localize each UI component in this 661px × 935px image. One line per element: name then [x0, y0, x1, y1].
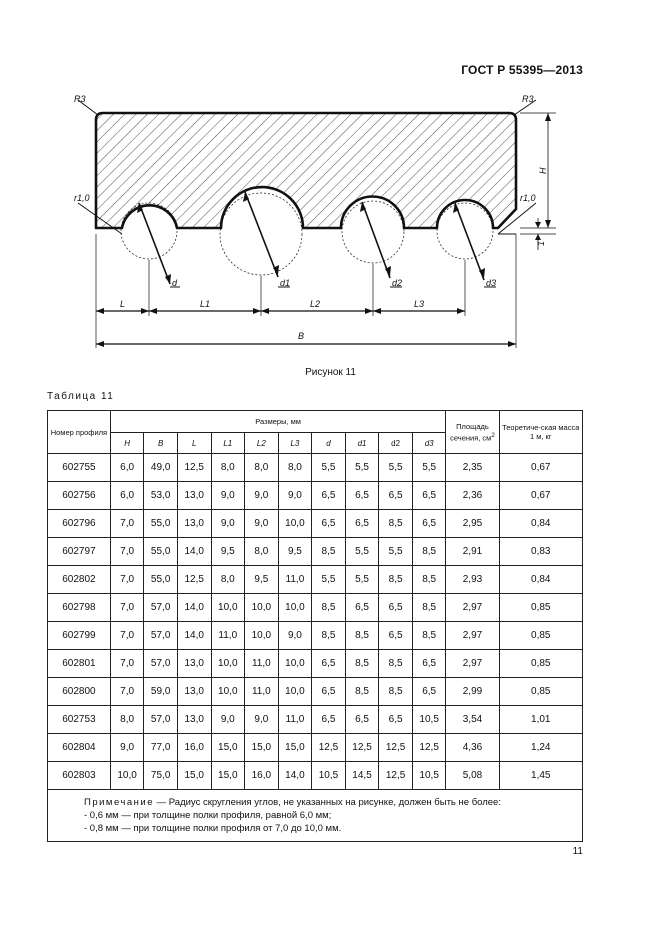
label-d2: d2 [392, 278, 403, 288]
table-cell: 2,97 [446, 594, 499, 622]
table-cell: 13,0 [177, 650, 211, 678]
table-cell: 8,5 [312, 594, 346, 622]
figure-caption: Рисунок 11 [305, 367, 356, 378]
table-cell: 55,0 [144, 566, 178, 594]
table-cell: 602802 [48, 566, 111, 594]
subheader-d: d [312, 433, 346, 454]
table-cell: 0,67 [499, 482, 583, 510]
table-cell: 10,0 [211, 650, 245, 678]
table-note [48, 790, 583, 842]
page-number: 11 [572, 846, 583, 857]
label-d: d [172, 278, 178, 288]
profile-drawing [60, 88, 580, 363]
table-cell: 10,5 [412, 762, 446, 790]
table-cell: 57,0 [144, 706, 178, 734]
table-cell: 5,5 [379, 538, 413, 566]
table-cell: 602804 [48, 734, 111, 762]
table-cell: 7,0 [110, 510, 144, 538]
table-cell: 10,5 [312, 762, 346, 790]
table-cell: 602803 [48, 762, 111, 790]
note-text: — Радиус скругления углов, не указанных на рисунке, должен быть не более: [154, 797, 501, 808]
table-cell: 12,5 [412, 734, 446, 762]
table-cell: 602801 [48, 650, 111, 678]
table-cell: 9,0 [110, 734, 144, 762]
table-cell: 55,0 [144, 510, 178, 538]
table-cell: 6,5 [312, 706, 346, 734]
table-cell: 6,5 [345, 594, 379, 622]
table-cell: 6,5 [379, 622, 413, 650]
table-cell: 1,01 [499, 706, 583, 734]
table-row [48, 762, 583, 790]
table-row [48, 706, 583, 734]
table-cell: 13,0 [177, 482, 211, 510]
label-b: B [298, 331, 305, 341]
table-cell: 14,0 [177, 622, 211, 650]
table-cell: 6,5 [345, 482, 379, 510]
table-cell: 9,0 [211, 706, 245, 734]
table-cell: 9,0 [245, 706, 279, 734]
subheader-d2: d2 [379, 433, 413, 454]
table-cell: 49,0 [144, 454, 178, 482]
table-cell: 15,0 [278, 734, 312, 762]
table-cell: 6,5 [312, 482, 346, 510]
table-cell: 13,0 [177, 510, 211, 538]
table-cell: 3,54 [446, 706, 499, 734]
table-cell: 10,0 [211, 678, 245, 706]
table-cell: 16,0 [177, 734, 211, 762]
label-r1-right: r1,0 [520, 193, 536, 203]
table-cell: 0,83 [499, 538, 583, 566]
table-cell: 0,85 [499, 678, 583, 706]
table-cell: 8,5 [345, 650, 379, 678]
table-cell: 55,0 [144, 538, 178, 566]
table-cell: 8,5 [412, 538, 446, 566]
label-one: 1 [536, 240, 546, 246]
table-cell: 10,0 [245, 622, 279, 650]
table-cell: 9,5 [278, 538, 312, 566]
table-cell: 6,5 [312, 650, 346, 678]
table-cell: 15,0 [211, 762, 245, 790]
table-cell: 10,5 [412, 706, 446, 734]
table-cell: 6,5 [379, 594, 413, 622]
table-cell: 15,0 [211, 734, 245, 762]
table-cell: 57,0 [144, 622, 178, 650]
table-cell: 8,0 [211, 454, 245, 482]
table-cell: 5,5 [412, 454, 446, 482]
table-cell: 6,5 [345, 706, 379, 734]
table-cell: 6,0 [110, 454, 144, 482]
table-cell: 2,93 [446, 566, 499, 594]
table-cell: 2,99 [446, 678, 499, 706]
table-cell: 10,0 [245, 594, 279, 622]
table-cell: 59,0 [144, 678, 178, 706]
table-cell: 10,0 [278, 594, 312, 622]
table-cell: 9,5 [211, 538, 245, 566]
table-row [48, 510, 583, 538]
table-cell: 8,5 [379, 510, 413, 538]
table-cell: 9,0 [245, 482, 279, 510]
table-cell: 11,0 [211, 622, 245, 650]
label-r3-right: R3 [522, 94, 534, 104]
table-cell: 6,5 [312, 678, 346, 706]
table-body [48, 454, 583, 842]
table-cell: 7,0 [110, 622, 144, 650]
table-cell: 1,24 [499, 734, 583, 762]
table-cell: 14,0 [278, 762, 312, 790]
profile-section [96, 113, 516, 228]
subheader-l3: L3 [278, 433, 312, 454]
header-area: Площадь сечения, $см^2$ [446, 411, 499, 454]
table-cell: 7,0 [110, 566, 144, 594]
table-cell: 5,5 [312, 454, 346, 482]
table-cell: 16,0 [245, 762, 279, 790]
table-cell: 11,0 [278, 706, 312, 734]
table-cell: 602799 [48, 622, 111, 650]
table-cell: 9,0 [211, 482, 245, 510]
note-label: Примечание [84, 797, 154, 808]
subheader-h: H [110, 433, 144, 454]
table-cell: 57,0 [144, 594, 178, 622]
table-row [48, 482, 583, 510]
table-row [48, 454, 583, 482]
table-cell: 6,5 [379, 706, 413, 734]
table-cell: 8,5 [379, 678, 413, 706]
subheader-d1: d1 [345, 433, 379, 454]
table-cell: 15,0 [245, 734, 279, 762]
table-cell: 12,5 [345, 734, 379, 762]
table-cell: 6,5 [412, 510, 446, 538]
table-cell: 7,0 [110, 650, 144, 678]
table-cell: 1,45 [499, 762, 583, 790]
table-cell: 7,0 [110, 594, 144, 622]
table-cell: 5,5 [379, 454, 413, 482]
table-cell: 8,0 [110, 706, 144, 734]
table-cell: 8,5 [379, 566, 413, 594]
table-cell: 12,5 [379, 762, 413, 790]
table-row [48, 734, 583, 762]
subheader-d3: d3 [412, 433, 446, 454]
table-cell: 8,5 [412, 594, 446, 622]
table-cell: 6,5 [312, 510, 346, 538]
table-cell: 12,5 [177, 454, 211, 482]
table-cell: 5,5 [345, 566, 379, 594]
table-row [48, 566, 583, 594]
table-row [48, 678, 583, 706]
table-cell: 4,36 [446, 734, 499, 762]
table-title: Таблица 11 [47, 391, 115, 402]
table-cell: 2,36 [446, 482, 499, 510]
table-cell: 8,5 [312, 538, 346, 566]
table-cell: 12,5 [379, 734, 413, 762]
table-cell: 602797 [48, 538, 111, 566]
profile-table [47, 410, 583, 842]
table-cell: 10,0 [211, 594, 245, 622]
table-cell: 0,85 [499, 622, 583, 650]
label-l2: L2 [310, 299, 321, 309]
table-cell: 9,0 [211, 510, 245, 538]
table-cell: 10,0 [110, 762, 144, 790]
note-line-2: - 0,8 мм — при толщине полки профиля от 7,0 до 10,0 мм. [84, 823, 342, 834]
document-header: ГОСТ Р 55395—2013 [461, 63, 583, 77]
table-cell: 14,5 [345, 762, 379, 790]
table-cell: 602798 [48, 594, 111, 622]
table-cell: 8,0 [245, 454, 279, 482]
table-cell: 2,97 [446, 622, 499, 650]
table-cell: 2,97 [446, 650, 499, 678]
table-cell: 8,5 [312, 622, 346, 650]
table-cell: 7,0 [110, 538, 144, 566]
table-cell: 14,0 [177, 594, 211, 622]
table-row [48, 622, 583, 650]
label-r3-left: R3 [74, 94, 86, 104]
table-cell: 2,95 [446, 510, 499, 538]
table-cell: 2,91 [446, 538, 499, 566]
table-cell: 9,0 [278, 482, 312, 510]
table-cell: 9,0 [245, 510, 279, 538]
table-cell: 57,0 [144, 650, 178, 678]
table-cell: 75,0 [144, 762, 178, 790]
subheader-l: L [177, 433, 211, 454]
table-cell: 6,5 [379, 482, 413, 510]
header-mass: Теоретиче-ская масса 1 м, кг [499, 411, 583, 454]
table-cell: 11,0 [245, 678, 279, 706]
table-cell: 0,85 [499, 594, 583, 622]
table-cell: 6,5 [345, 510, 379, 538]
table-cell: 602800 [48, 678, 111, 706]
table-cell: 8,0 [278, 454, 312, 482]
header-dims: Размеры, мм [110, 411, 446, 433]
table-cell: 6,5 [412, 678, 446, 706]
table-cell: 12,5 [312, 734, 346, 762]
table-cell: 8,5 [345, 622, 379, 650]
table-cell: 7,0 [110, 678, 144, 706]
table-cell: 5,5 [345, 454, 379, 482]
note-row [48, 790, 583, 842]
table-cell: 12,5 [177, 566, 211, 594]
table-cell: 602753 [48, 706, 111, 734]
label-h: H [538, 167, 548, 174]
table-cell: 8,0 [245, 538, 279, 566]
table-cell: 53,0 [144, 482, 178, 510]
table-cell: 2,35 [446, 454, 499, 482]
table-cell: 9,5 [245, 566, 279, 594]
table-cell: 15,0 [177, 762, 211, 790]
table-cell: 9,0 [278, 622, 312, 650]
table-cell: 8,5 [379, 650, 413, 678]
label-l1: L1 [200, 299, 211, 309]
table-cell: 11,0 [245, 650, 279, 678]
table-cell: 602756 [48, 482, 111, 510]
label-l3: L3 [414, 299, 425, 309]
note-line-1: - 0,6 мм — при толщине полки профиля, равной 6,0 мм; [84, 810, 332, 821]
label-d3: d3 [486, 278, 497, 288]
subheader-l1: L1 [211, 433, 245, 454]
table-cell: 8,5 [345, 678, 379, 706]
table-cell: 10,0 [278, 510, 312, 538]
table-cell: 10,0 [278, 650, 312, 678]
table-cell: 11,0 [278, 566, 312, 594]
table-cell: 8,5 [412, 566, 446, 594]
label-l: L [120, 299, 126, 309]
table-cell: 5,5 [312, 566, 346, 594]
table-cell: 0,67 [499, 454, 583, 482]
table-cell: 10,0 [278, 678, 312, 706]
table-row [48, 594, 583, 622]
profile-drawing-svg [60, 88, 580, 363]
subheader-l2: L2 [245, 433, 279, 454]
table-row [48, 538, 583, 566]
table-cell: 0,85 [499, 650, 583, 678]
table-cell: 0,84 [499, 566, 583, 594]
table-cell: 5,08 [446, 762, 499, 790]
table-cell: 14,0 [177, 538, 211, 566]
table-cell: 8,0 [211, 566, 245, 594]
table-cell: 0,84 [499, 510, 583, 538]
table-cell: 602796 [48, 510, 111, 538]
table-cell: 77,0 [144, 734, 178, 762]
table-cell: 602755 [48, 454, 111, 482]
table-cell: 8,5 [412, 622, 446, 650]
label-d1: d1 [280, 278, 291, 288]
table-cell: 6,5 [412, 482, 446, 510]
subheader-b: B [144, 433, 178, 454]
table-cell: 13,0 [177, 706, 211, 734]
table-row [48, 650, 583, 678]
table-cell: 5,5 [345, 538, 379, 566]
header-profile: Номер профиля [48, 411, 111, 454]
label-r1-left: r1,0 [74, 193, 90, 203]
table-cell: 6,0 [110, 482, 144, 510]
table-cell: 6,5 [412, 650, 446, 678]
table-cell: 13,0 [177, 678, 211, 706]
